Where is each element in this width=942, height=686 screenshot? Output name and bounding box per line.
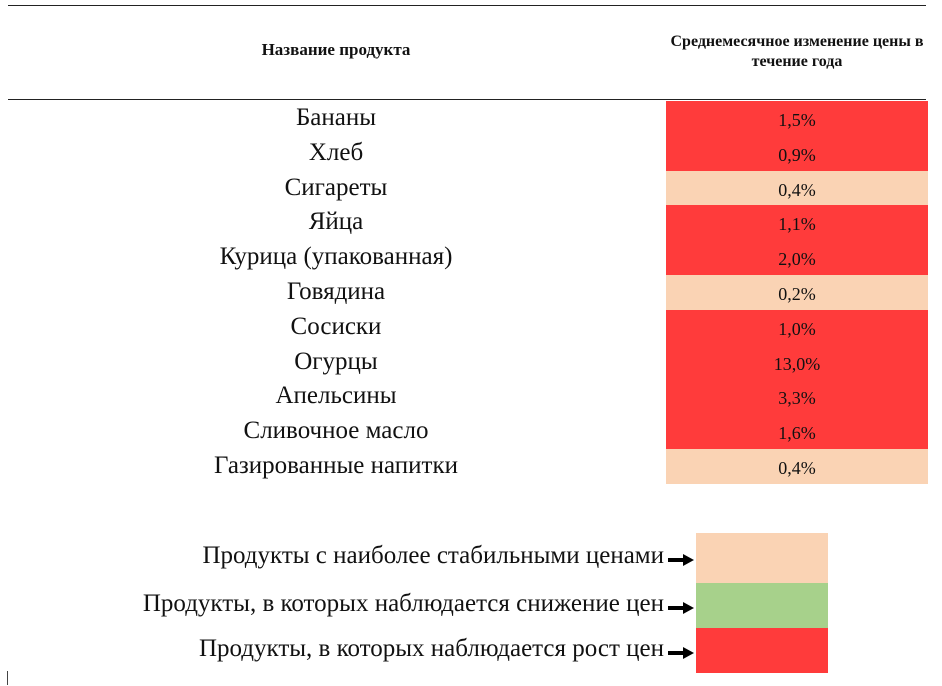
legend-swatch — [696, 628, 828, 673]
arrow-right-icon — [668, 601, 694, 615]
table-top-rule — [8, 5, 926, 6]
product-name-cell: Хлеб — [308, 138, 364, 166]
price-change-cell: 1,5% — [666, 101, 928, 136]
product-name-cell: Сливочное масло — [243, 417, 429, 445]
legend-label: Продукты, в которых наблюдается снижение цен — [142, 590, 664, 617]
table-row — [0, 171, 942, 206]
price-change-cell: 0,9% — [666, 136, 928, 171]
product-name-cell: Яйца — [308, 208, 364, 236]
price-change-cell: 2,0% — [666, 240, 928, 275]
legend-label: Продукты с наиболее стабильными ценами — [202, 542, 664, 569]
price-change-cell: 0,4% — [666, 171, 928, 206]
column-header-product-name: Название продукта — [261, 40, 411, 59]
product-name-cell: Апельсины — [275, 382, 397, 410]
legend-item-decline — [0, 583, 942, 628]
legend-swatch — [696, 583, 828, 628]
table-row — [0, 449, 942, 484]
product-name-cell: Сигареты — [284, 173, 388, 201]
price-change-cell: 1,1% — [666, 205, 928, 240]
table-row — [0, 345, 942, 380]
table-row — [0, 240, 942, 275]
price-change-cell: 3,3% — [666, 379, 928, 414]
table-row — [0, 136, 942, 171]
legend-label: Продукты, в которых наблюдается рост цен — [198, 635, 664, 662]
legend-swatch — [696, 533, 828, 583]
arrow-right-icon — [668, 646, 694, 660]
product-name-cell: Сосиски — [290, 312, 382, 340]
price-change-cell: 0,2% — [666, 275, 928, 310]
text-cursor — [7, 671, 8, 685]
product-name-cell: Огурцы — [294, 347, 378, 375]
legend-item-stable — [0, 533, 942, 583]
table-row — [0, 205, 942, 240]
price-change-cell: 0,4% — [666, 449, 928, 484]
price-change-cell: 13,0% — [666, 345, 928, 380]
table-row — [0, 379, 942, 414]
table-row — [0, 101, 942, 136]
price-change-cell: 1,6% — [666, 414, 928, 449]
column-header-monthly-change: Среднемесячное изменение цены в течение года — [670, 33, 924, 70]
price-change-table-body — [0, 101, 942, 484]
price-change-cell: 1,0% — [666, 310, 928, 345]
table-row — [0, 414, 942, 449]
product-name-cell: Газированные напитки — [213, 451, 458, 479]
table-row — [0, 275, 942, 310]
product-name-cell: Курица (упакованная) — [219, 243, 453, 271]
legend-item-growth — [0, 628, 942, 673]
product-name-cell: Бананы — [295, 104, 377, 131]
arrow-right-icon — [668, 553, 694, 567]
product-name-cell: Говядина — [286, 277, 386, 305]
table-row — [0, 310, 942, 345]
header-divider-rule — [8, 99, 926, 100]
